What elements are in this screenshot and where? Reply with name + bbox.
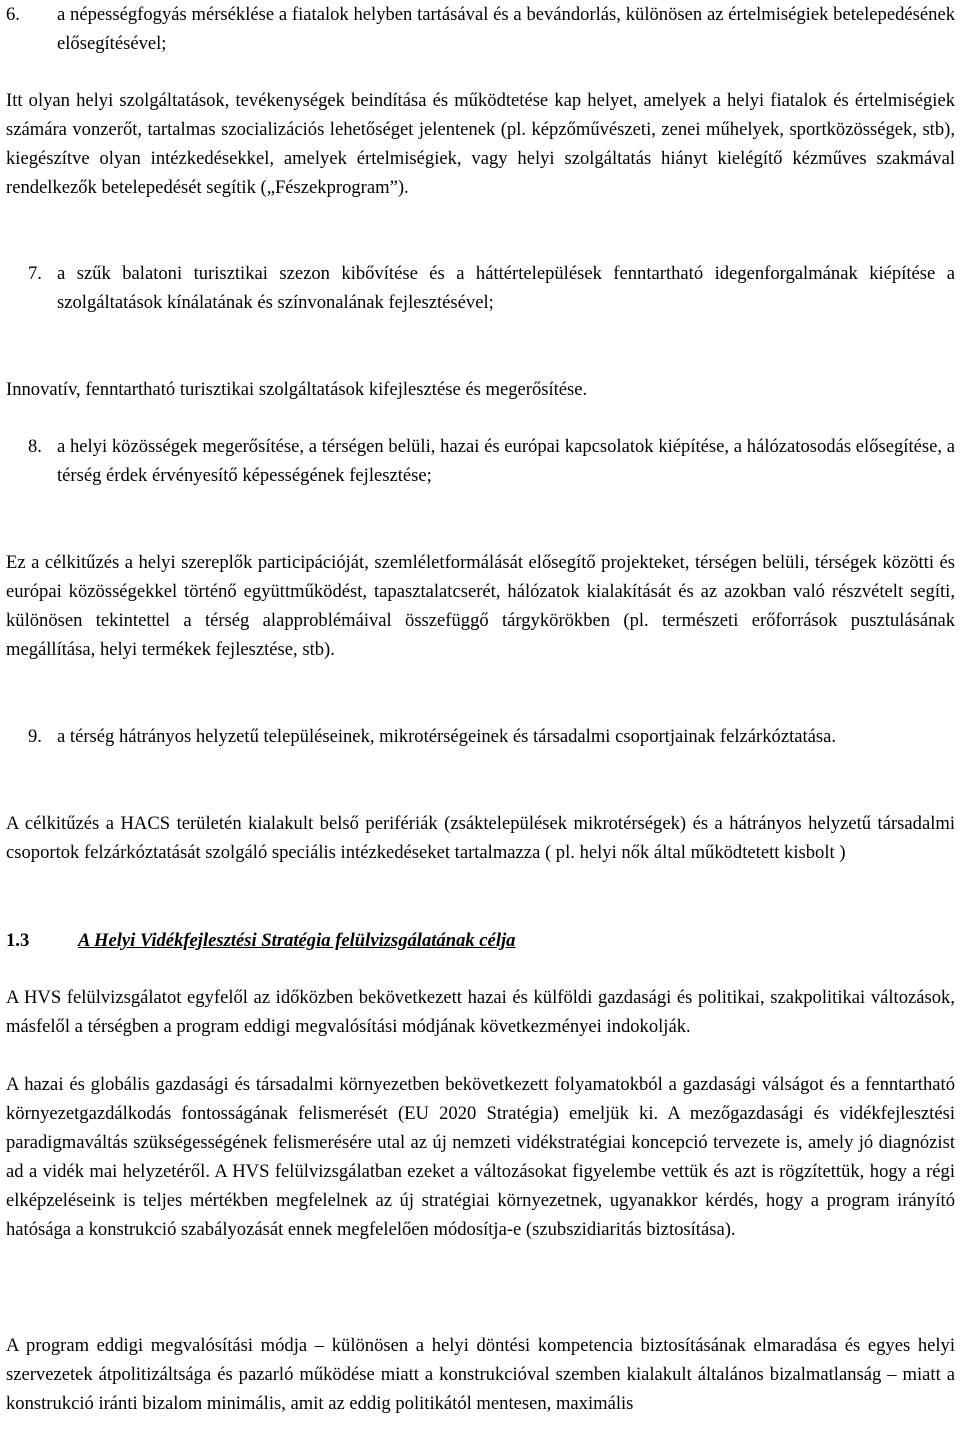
paragraph-item8-explanation: Ez a célkitűzés a helyi szereplők participációját, szemléletformálását elősegítő projekteket, térségen belüli, térségek közötti és európai közösségekkel történő együttműködést, tapasztalatcserét, hálózatok kialakítását és az azokban való részvételt segíti, különösen tekintettel a térség alapproblémáival összefüggő tárgykörökben (pl. természeti erőforrások pusztulásának megállítása, helyi termékek fejlesztése, stb). (6, 552, 955, 660)
list-number-6: 6. (6, 4, 20, 25)
section-number: 1.3 (6, 930, 30, 951)
section-paragraph-1: A HVS felülvizsgálatot egyfelől az időközben bekövetkezett hazai és külföldi gazdasági és politikai, szakpolitikai változások, másfelől a térségben a program eddigi megvalósítási módjának következményei indokolják. (6, 987, 955, 1037)
list-item-6-text: a népességfogyás mérséklése a fiatalok helyben tartásával és a bevándorlás, különösen az értelmiségiek betelepedésének elősegítésével; (57, 4, 955, 54)
paragraph-item9-explanation: A célkitűzés a HACS területén kialakult belső perifériák (zsáktelepülések mikrotérségek) és a hátrányos helyzetű társadalmi csoportok felzárkóztatását szolgáló speciális intézkedéseket tartalmazza ( pl. helyi nők által működtetett kisbolt ) (6, 813, 955, 863)
list-item-8-text: a helyi közösségek megerősítése, a térségen belüli, hazai és európai kapcsolatok kiépítése, a hálózatosodás elősegítése, a térség érdek érvényesítő képességének fejlesztése; (57, 436, 955, 486)
list-number-7: 7. (28, 263, 42, 284)
section-paragraph-3: A program eddigi megvalósítási módja – különösen a helyi döntési kompetencia biztosításának elmaradása és egyes helyi szervezetek átpolitizáltsága és pazarló működése miatt a konstrukcióval szemben kialakult általános bizalmatlanság – miatt a konstrukció iránti bizalom minimális, amit az eddig politikától mentesen, maximális (6, 1335, 955, 1414)
section-title: A Helyi Vidékfejlesztési Stratégia felülvizsgálatának célja (78, 930, 516, 951)
list-number-8: 8. (28, 436, 42, 457)
section-paragraph-2: A hazai és globális gazdasági és társadalmi környezetben bekövetkezett folyamatokból a gazdasági válságot és a fenntartható környezetgazdálkodás fontosságának felismerését (EU 2020 Stratégia) emeljük ki. A mezőgazdasági és vidékfejlesztési paradigmaváltás szükségességének felismerésére utal az új nemzeti vidékstratégiai koncepció tervezete is, amely jó diagnózist ad a vidék mai helyzetéről. A HVS felülvizsgálatban ezeket a változásokat figyelembe vettük és azt is rögzítettük, hogy a régi elképzeléseink is teljes mértékben megfelelnek az új stratégiai környezetnek, ugyanakkor kérdés, hogy a program irányító hatósága a konstrukció szabályozását ennek megfelelően módosítja-e (szubszidiaritás biztosítása). (6, 1074, 955, 1240)
list-item-7-text: a szűk balatoni turisztikai szezon kibővítése és a háttértelepülések fenntartható idegenforgalmának kiépítése a szolgáltatások kínálatának és színvonalának fejlesztésével; (57, 263, 955, 313)
paragraph-item6-explanation: Itt olyan helyi szolgáltatások, tevékenységek beindítása és működtetése kap helyet, amelyek a helyi fiatalok és értelmiségiek számára vonzerőt, tartalmas szocializációs lehetőséget jelentenek (pl. képzőművészeti, zenei műhelyek, sportközösségek, stb), kiegészítve olyan intézkedésekkel, amelyek értelmiségiek, vagy helyi szolgáltatás hiányt kielégítő kézműves szakmával rendelkezők betelepedését segítik („Fészekprogram”). (6, 90, 955, 198)
list-item-9-text: a térség hátrányos helyzetű településeinek, mikrotérségeinek és társadalmi csoportjainak felzárkóztatása. (57, 726, 837, 747)
list-number-9: 9. (28, 726, 42, 747)
paragraph-item7-explanation: Innovatív, fenntartható turisztikai szolgáltatások kifejlesztése és megerősítése. (6, 379, 588, 400)
